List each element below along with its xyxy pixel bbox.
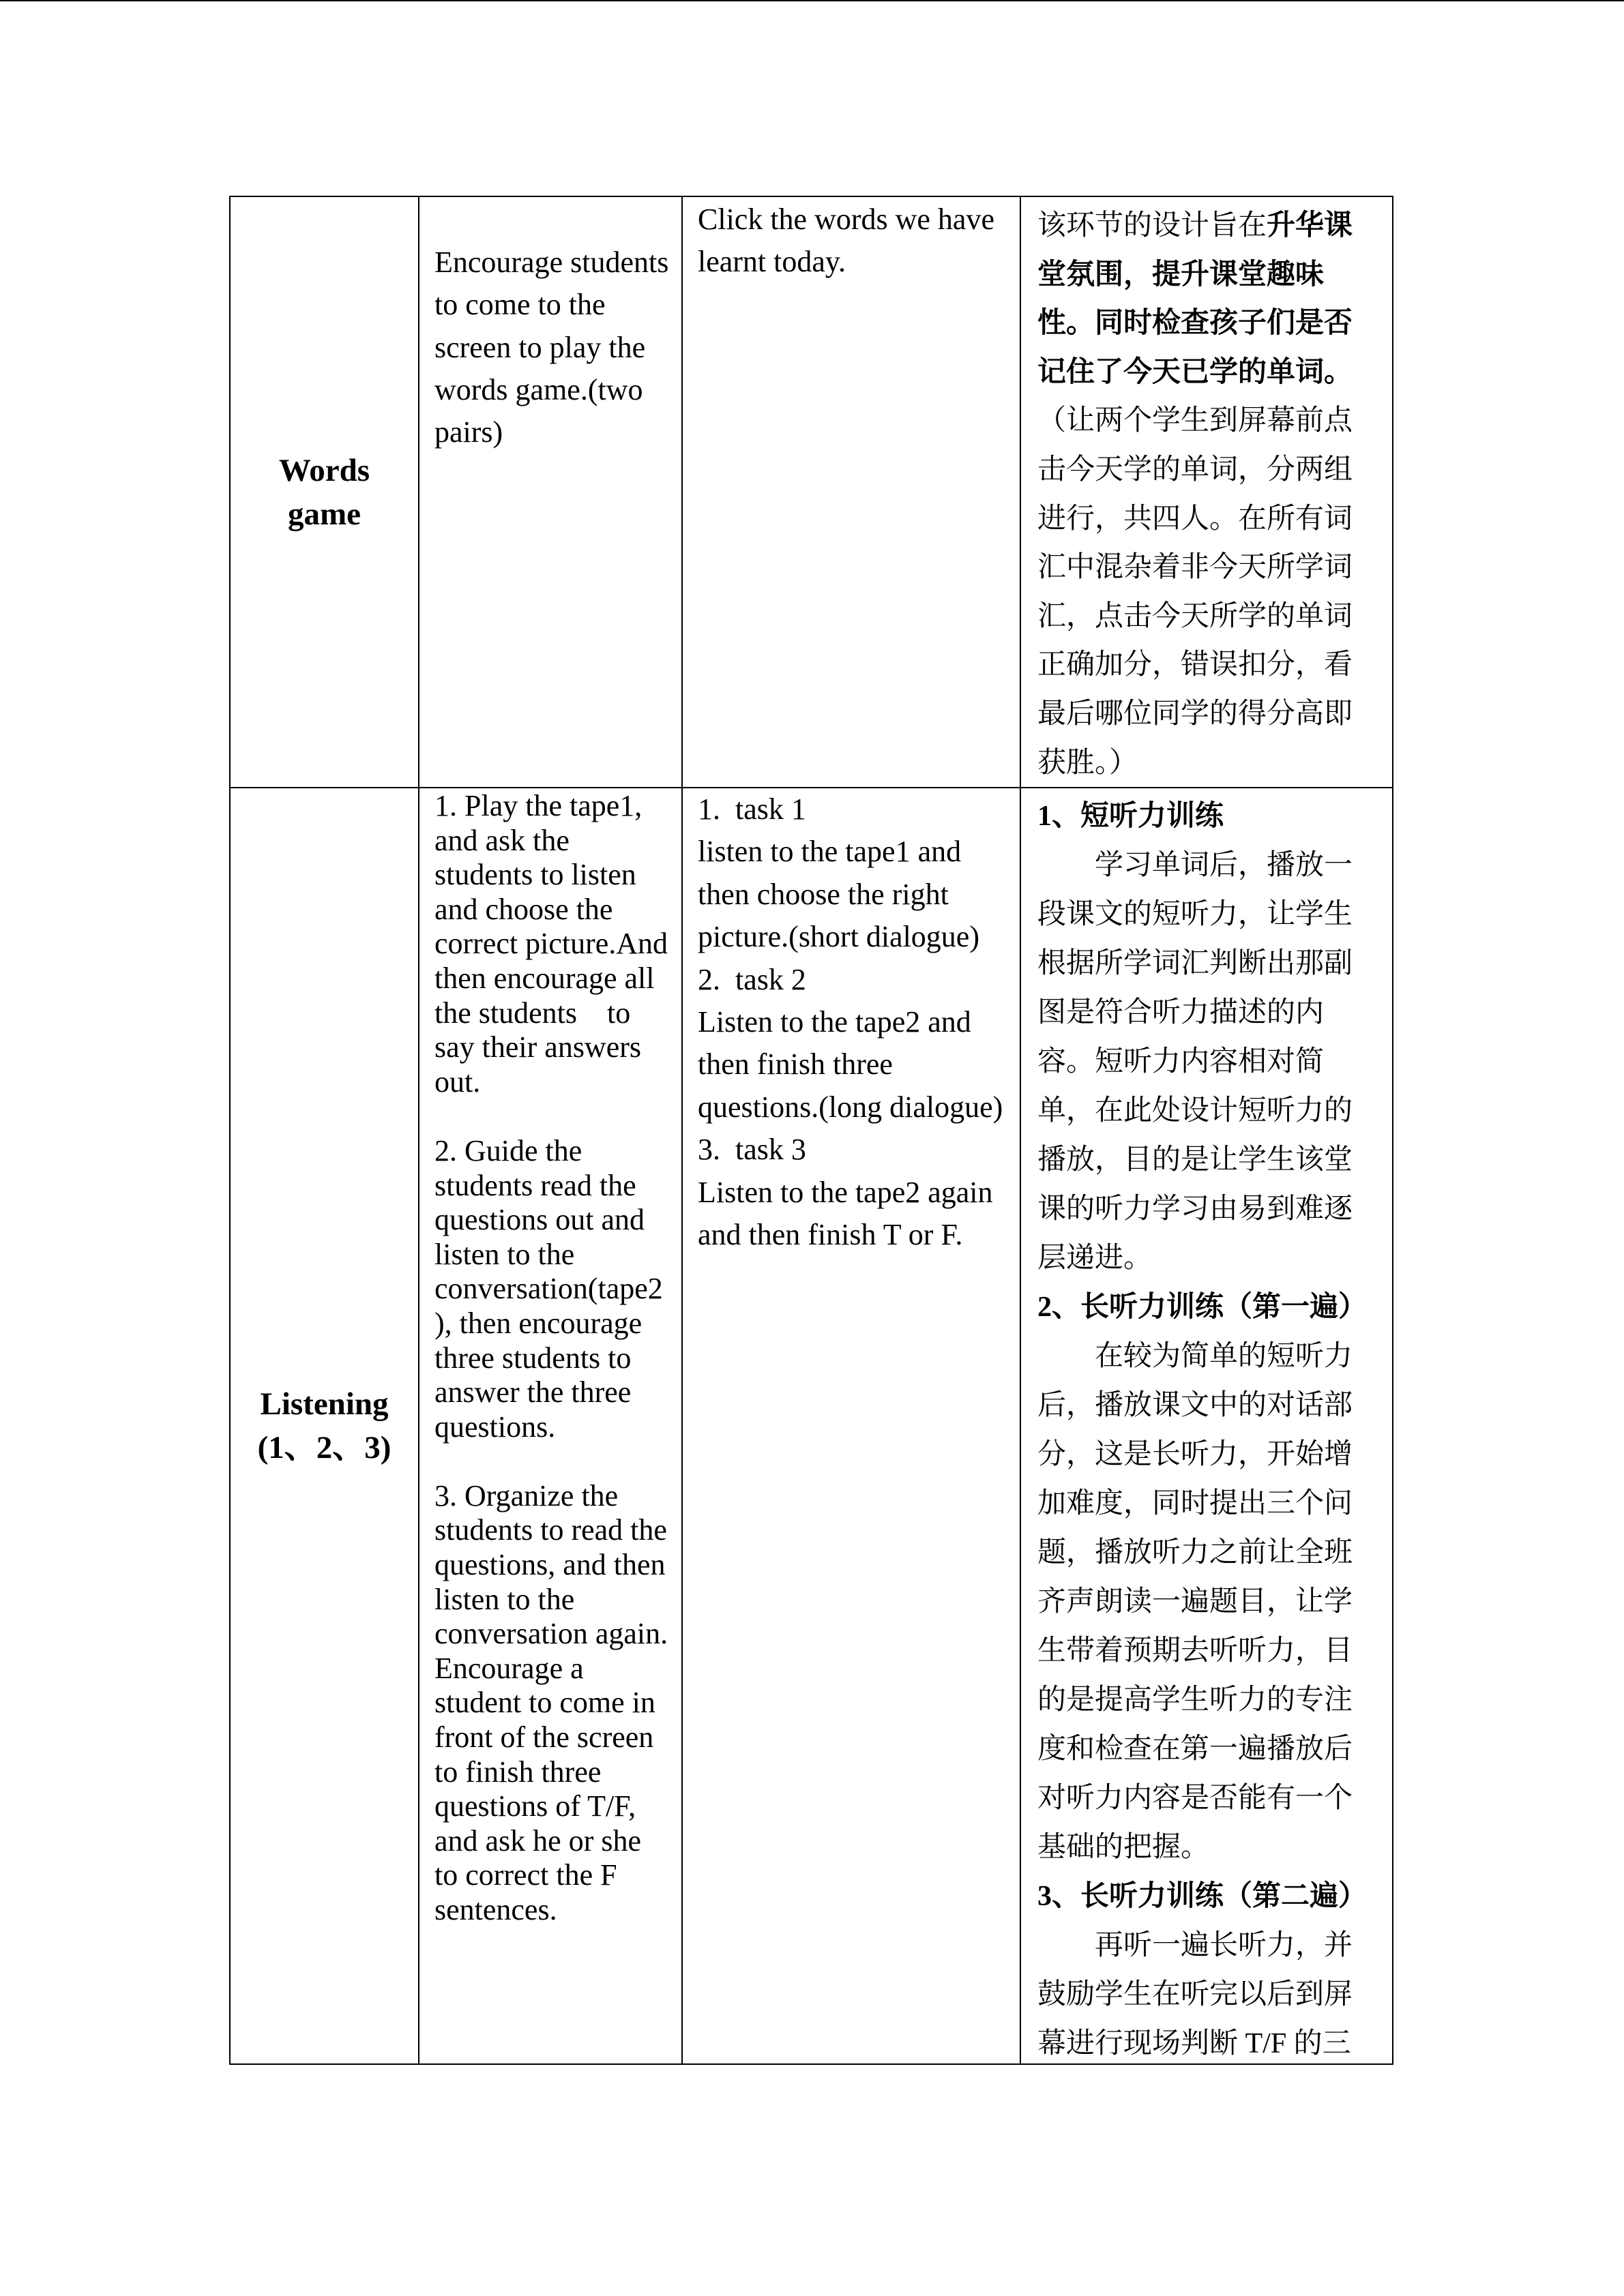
text-line: students to read the bbox=[434, 1513, 667, 1547]
text-line: answer the three bbox=[434, 1375, 632, 1410]
text-line bbox=[1037, 1872, 1387, 1921]
text-line bbox=[1037, 792, 1387, 841]
text-line: 幕进行现场判断 T/F 的三 bbox=[1037, 2028, 1351, 2059]
text-line: Encourage students bbox=[434, 245, 669, 279]
paragraph bbox=[434, 789, 676, 1099]
text-line: picture.(short dialogue) bbox=[698, 920, 979, 954]
text-line: 分，这是长听力，开始增 bbox=[1037, 1439, 1353, 1470]
text-line: students read the bbox=[434, 1168, 636, 1202]
text-line: （让两个学生到屏幕前点 bbox=[1037, 405, 1353, 437]
text-line: 2. Guide the bbox=[434, 1133, 582, 1167]
design-intent-cell bbox=[1021, 788, 1393, 2065]
text-line: 单，在此处设计短听力的 bbox=[1037, 1095, 1353, 1127]
text-line: sentences. bbox=[434, 1893, 557, 1926]
text-line: questions of T/F, bbox=[434, 1789, 636, 1823]
text-line bbox=[1037, 1283, 1387, 1332]
text-line: correct picture.And bbox=[434, 927, 668, 961]
teacher-activity-cell bbox=[419, 197, 683, 788]
emphasized-text: 性。同时检查孩子们是否 bbox=[1037, 308, 1353, 340]
text-line: 汇中混杂着非今天所学词 bbox=[1037, 552, 1353, 584]
emphasized-text: 3、长听力训练（第二遍） bbox=[1037, 1881, 1368, 1912]
text-line: game bbox=[287, 496, 361, 532]
text-line: conversation(tape2 bbox=[434, 1272, 663, 1306]
student-activity-cell bbox=[683, 788, 1021, 2065]
stage-cell-words-game bbox=[231, 197, 419, 788]
text-line: to come to the bbox=[434, 288, 606, 322]
text-line: 3. Organize the bbox=[434, 1478, 619, 1512]
text-line: screen to play the bbox=[434, 330, 646, 364]
text-line: and then finish T or F. bbox=[698, 1218, 963, 1252]
text-line: (1、2、3) bbox=[257, 1430, 392, 1465]
text-line: ), then encourage bbox=[434, 1306, 643, 1340]
text-line: students to listen bbox=[434, 858, 636, 892]
stage-cell-listening bbox=[231, 788, 419, 2065]
text-line: questions.(long dialogue) bbox=[698, 1090, 1003, 1124]
text-line: Words bbox=[278, 452, 370, 488]
text-segment: 该环节的设计旨在 bbox=[1037, 210, 1267, 241]
text-line: Listen to the tape2 and bbox=[698, 1005, 971, 1039]
text-line: 图是符合听力描述的内 bbox=[1037, 997, 1325, 1028]
text-line: 后，播放课文中的对话部 bbox=[1037, 1390, 1353, 1421]
paragraph bbox=[434, 1479, 676, 1928]
text-line: 对听力内容是否能有一个 bbox=[1037, 1783, 1353, 1814]
text-line: 在较为简单的短听力 bbox=[1037, 1341, 1353, 1372]
emphasized-text: 1、短听力训练 bbox=[1037, 801, 1224, 832]
text-line: and choose the bbox=[434, 892, 613, 926]
text-line: pairs) bbox=[434, 415, 503, 449]
text-line: questions, and then bbox=[434, 1548, 666, 1582]
text-line: questions. bbox=[434, 1410, 556, 1444]
text-line: 度和检查在第一遍播放后 bbox=[1037, 1733, 1353, 1765]
text-line: 基础的把握。 bbox=[1037, 1832, 1210, 1863]
text-line bbox=[1037, 202, 1387, 251]
text-line: student to come in bbox=[434, 1686, 655, 1720]
student-activity-cell bbox=[683, 197, 1021, 788]
text-line: out. bbox=[434, 1064, 481, 1099]
text-line: questions out and bbox=[434, 1203, 645, 1237]
text-line: 层递进。 bbox=[1037, 1242, 1153, 1274]
text-line: 题，播放听力之前让全班 bbox=[1037, 1537, 1353, 1568]
text-line: learnt today. bbox=[698, 245, 846, 279]
text-line: and ask the bbox=[434, 823, 570, 857]
text-line: front of the screen bbox=[434, 1720, 654, 1755]
text-line: 1. task 1 bbox=[698, 792, 806, 826]
text-line: 段课文的短听力，让学生 bbox=[1037, 899, 1353, 930]
text-line: 加难度，同时提出三个问 bbox=[1037, 1488, 1353, 1519]
text-line: three students to bbox=[434, 1341, 632, 1375]
emphasized-text: 记住了今天已学的单词。 bbox=[1037, 356, 1353, 388]
text-line: Listen to the tape2 again bbox=[698, 1175, 993, 1209]
text-line: to correct the F bbox=[434, 1858, 617, 1892]
text-line: Click the words we have bbox=[698, 203, 994, 236]
text-line: words game.(two bbox=[434, 372, 643, 406]
text-line: 正确加分，错误扣分，看 bbox=[1037, 649, 1353, 681]
emphasized-text: 2、长听力训练（第一遍） bbox=[1037, 1292, 1368, 1323]
text-line: 根据所学词汇判断出那副 bbox=[1037, 948, 1353, 979]
text-line: 学习单词后，播放一 bbox=[1037, 850, 1353, 881]
text-line: 再听一遍长听力，并 bbox=[1037, 1930, 1353, 1961]
text-line: listen to the bbox=[434, 1237, 575, 1271]
text-line: to finish three bbox=[434, 1755, 602, 1789]
text-line: listen to the bbox=[434, 1582, 575, 1616]
paragraph bbox=[434, 1134, 676, 1444]
paragraph bbox=[434, 241, 676, 453]
text-line: Listening bbox=[260, 1386, 389, 1422]
lesson-plan-table bbox=[229, 196, 1393, 2065]
text-line: the students to bbox=[434, 996, 631, 1030]
text-line: say their answers bbox=[434, 1030, 642, 1064]
text-line: 播放，目的是让学生该堂 bbox=[1037, 1144, 1353, 1176]
text-line: 击今天学的单词，分两组 bbox=[1037, 453, 1353, 486]
emphasized-text: 堂氛围，提升课堂趣味 bbox=[1037, 258, 1325, 290]
text-line: 容。短听力内容相对简 bbox=[1037, 1046, 1325, 1077]
text-line: 鼓励学生在听完以后到屏 bbox=[1037, 1979, 1353, 2010]
text-line: 3. task 3 bbox=[698, 1133, 806, 1167]
design-intent-cell bbox=[1021, 197, 1393, 788]
text-line bbox=[1037, 348, 1387, 398]
text-line bbox=[1037, 299, 1387, 348]
text-line: then finish three bbox=[698, 1047, 893, 1082]
text-line: and ask he or she bbox=[434, 1823, 642, 1858]
page-edge-line bbox=[0, 0, 1624, 1]
text-line: 1. Play the tape1, bbox=[434, 789, 643, 822]
text-line: 2. task 2 bbox=[698, 962, 806, 996]
text-line: 的是提高学生听力的专注 bbox=[1037, 1684, 1353, 1716]
text-line: Encourage a bbox=[434, 1651, 584, 1685]
text-line: 齐声朗读一遍题目，让学 bbox=[1037, 1586, 1353, 1617]
text-line: conversation again. bbox=[434, 1617, 668, 1651]
text-line bbox=[1037, 251, 1387, 300]
text-line: then encourage all bbox=[434, 961, 655, 995]
text-line: 汇，点击今天所学的单词 bbox=[1037, 600, 1353, 632]
text-line: 最后哪位同学的得分高即 bbox=[1037, 698, 1353, 730]
text-line: 课的听力学习由易到难逐 bbox=[1037, 1193, 1353, 1225]
text-line: 获胜。） bbox=[1037, 747, 1138, 779]
text-line: then choose the right bbox=[698, 877, 949, 911]
teacher-activity-cell bbox=[419, 788, 683, 2065]
text-line: listen to the tape1 and bbox=[698, 835, 962, 869]
emphasized-text: 升华课 bbox=[1267, 210, 1353, 241]
text-line: 进行，共四人。在所有词 bbox=[1037, 503, 1353, 535]
text-line: 生带着预期去听听力，目 bbox=[1037, 1635, 1353, 1667]
